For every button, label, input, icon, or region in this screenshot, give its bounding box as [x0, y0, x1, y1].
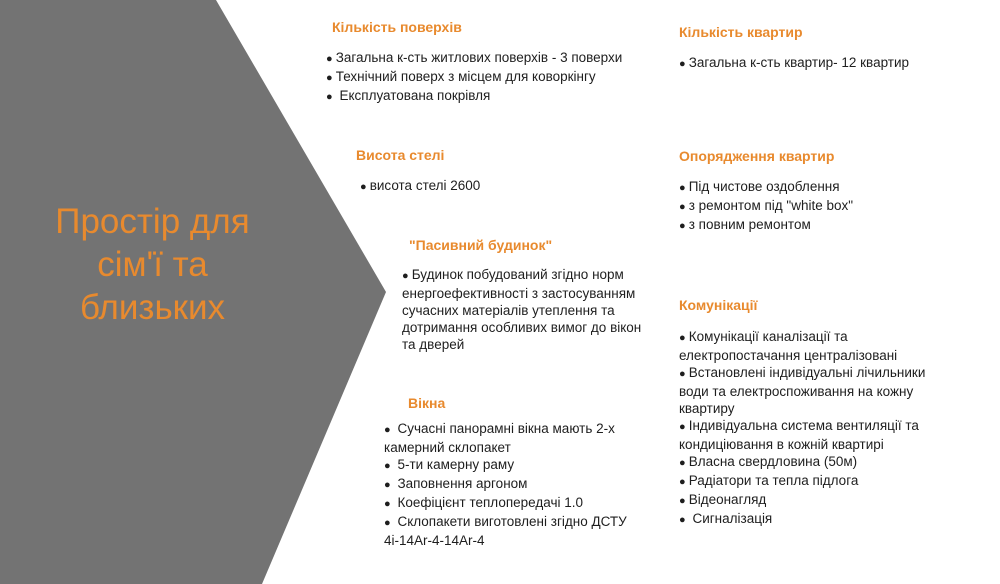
list-item: ● висота стелі 2600	[360, 177, 606, 196]
section-passive-house	[402, 237, 644, 353]
bullet-list	[679, 178, 929, 235]
section-apartments	[679, 24, 909, 73]
list-item: ● Сучасні панорамні вікна мають 2-х камерний склопакет	[384, 420, 634, 456]
list-item: ● Власна свердловина (50м)	[679, 453, 951, 472]
list-item: ● Відеонагляд	[679, 491, 951, 510]
list-item: ● Заповнення аргоном	[384, 475, 634, 494]
list-item: ● Загальна к-сть житлових поверхів - 3 поверхи	[326, 49, 626, 68]
bullet-list	[360, 177, 606, 196]
list-item: ● Експлуатована покрівля	[326, 87, 626, 106]
list-item: ● Комунікації каналізації та електропостачання централізовані	[679, 328, 951, 364]
list-item: ● Встановлені індивідуальні лічильники води та електроспоживання на кожну квартиру	[679, 364, 951, 417]
bullet-list	[679, 328, 951, 529]
list-item: ● Загальна к-сть квартир- 12 квартир	[679, 54, 909, 73]
list-item: ● Під чистове оздоблення	[679, 178, 929, 197]
section-title: "Пасивний будинок"	[409, 237, 553, 253]
list-item: ● Будинок побудований згідно норм енергоефективності з застосуванням сучасних матеріалів утеплення та дотримання особливих вимог до вікон та дверей	[402, 266, 644, 353]
list-item: ● Індивідуальна система вентиляції та кондиціювання в кожній квартирі	[679, 417, 951, 453]
hero-title: Простір для сім'ї та близьких	[55, 202, 250, 327]
section-finishing	[679, 148, 929, 235]
section-utilities	[679, 297, 951, 529]
section-title: Кількість поверхів	[332, 19, 462, 35]
list-item: ● Радіатори та тепла підлога	[679, 472, 951, 491]
list-item: ● Технічний поверх з місцем для коворкінгу	[326, 68, 626, 87]
section-title: Вікна	[408, 395, 446, 411]
section-title: Висота стелі	[356, 147, 445, 163]
list-item: ● з ремонтом під "white box"	[679, 197, 929, 216]
list-item: ● 5-ти камерну раму	[384, 456, 634, 475]
bullet-list	[384, 420, 634, 549]
section-title: Опорядження квартир	[679, 148, 835, 164]
section-ceiling	[356, 147, 606, 196]
list-item: ● Склопакети виготовлені згідно ДСТУ 4і-14Ar-4-14Ar-4	[384, 513, 634, 549]
list-item: ● Коефіцієнт теплопередачі 1.0	[384, 494, 634, 513]
section-title: Комунікації	[679, 297, 758, 313]
section-windows	[384, 395, 634, 549]
bullet-list	[326, 49, 626, 106]
bullet-list	[679, 54, 909, 73]
list-item: ● Сигналізація	[679, 510, 951, 529]
section-title: Кількість квартир	[679, 24, 803, 40]
section-floors	[326, 19, 626, 106]
bullet-list	[402, 266, 644, 353]
list-item: ● з повним ремонтом	[679, 216, 929, 235]
